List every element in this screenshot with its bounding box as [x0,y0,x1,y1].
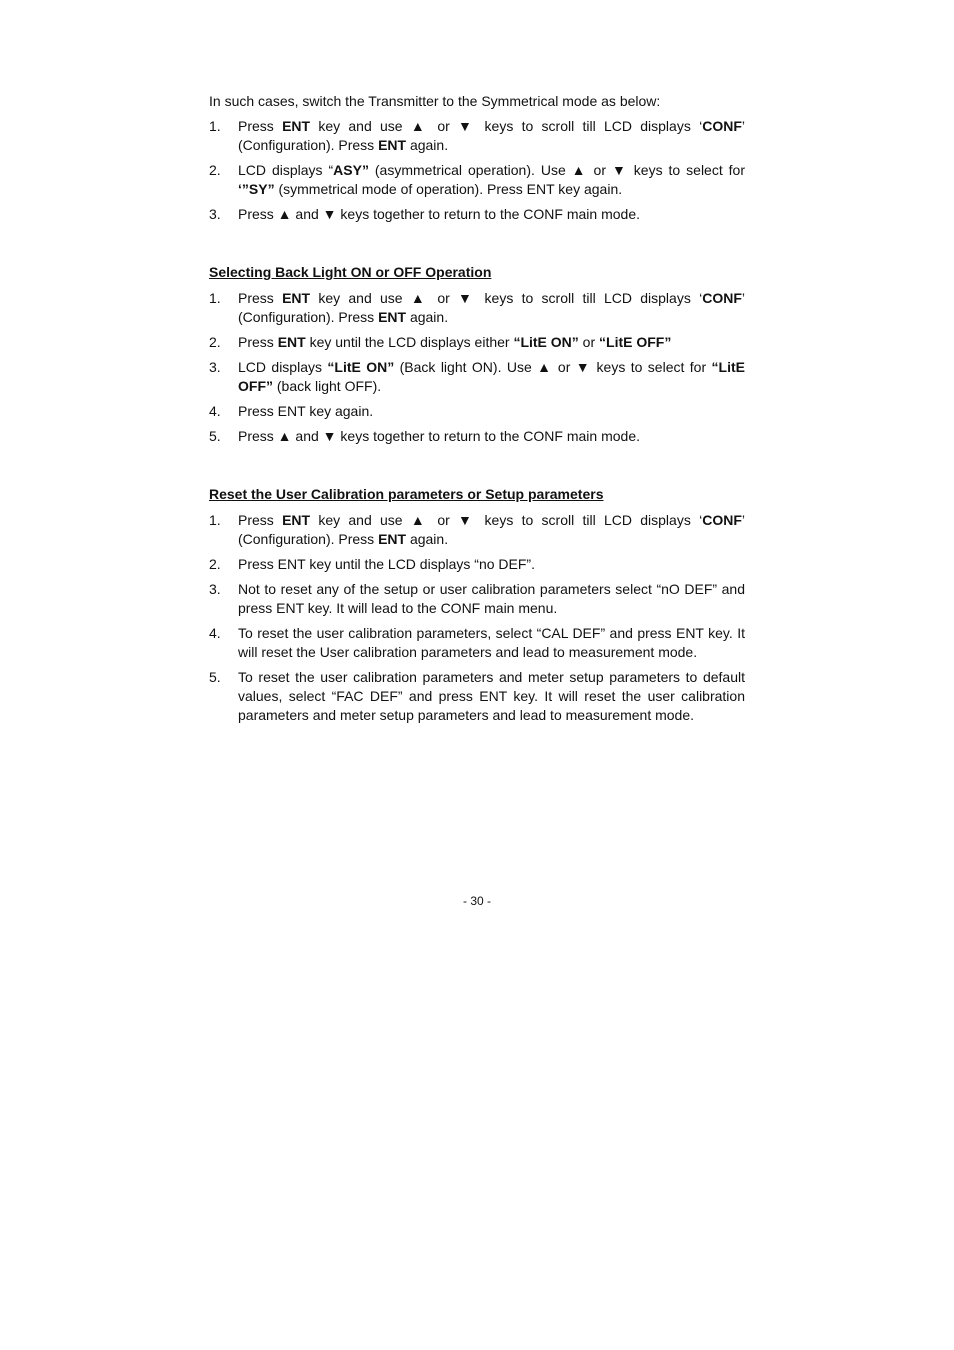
step-text [238,161,745,199]
step-number: 5. [209,669,221,685]
step-text [238,205,745,224]
bold-term: ENT [378,137,407,153]
step-text-run: To reset the user calibration parameters, select “CAL DEF” and press ENT key. It will reset the User calibration parameters and lead to measurement mode. [238,625,745,660]
list-item [209,289,745,327]
back-light-steps [209,289,745,446]
step-text [238,555,745,574]
list-item [209,555,745,574]
step-text-run: Press ▲ and ▼ keys together to return to the CONF main mode. [238,206,640,222]
step-text-run: (Back light ON). Use ▲ or ▼ keys to select for [394,359,712,375]
bold-term: ENT [282,118,311,134]
step-number: 5. [209,428,221,444]
list-item [209,427,745,446]
step-text [238,511,745,549]
bold-term: ENT [277,334,306,350]
step-text-run: key and use ▲ or ▼ keys to scroll till LCD displays ‘ [310,512,703,528]
bold-term: “LitE ON” [513,334,579,350]
list-item [209,161,745,199]
list-item [209,580,745,618]
step-text-run: LCD displays “ [238,162,334,178]
step-text-run: (back light OFF). [273,378,382,394]
reset-calibration-section [209,484,745,725]
list-item [209,117,745,155]
intro-text: In such cases, switch the Transmitter to the Symmetrical mode as below: [209,93,661,109]
step-text [238,580,745,618]
step-number: 4. [209,403,221,419]
symmetrical-mode-steps [209,117,745,224]
step-text-run: key until the LCD displays either [305,334,514,350]
step-text-run: Press [238,334,278,350]
list-item [209,333,745,352]
step-text-run: again. [406,137,449,153]
step-text-run: or [578,334,600,350]
step-text-run: Not to reset any of the setup or user calibration parameters select “nO DEF” and press ENT key. It will lead to the CONF main menu. [238,581,745,616]
bold-term: ‘”SY” [238,181,275,197]
step-number: 1. [209,118,221,134]
step-text [238,668,745,725]
bold-term: CONF [702,512,742,528]
step-text-run: (asymmetrical operation). Use ▲ or ▼ keys to select for [368,162,746,178]
page-content [209,91,745,731]
reset-steps [209,511,745,725]
bold-term: “LitE ON” [327,359,395,375]
step-text [238,624,745,662]
step-number: 3. [209,359,221,375]
section-heading-back-light: Selecting Back Light ON or OFF Operation [209,264,492,280]
step-number: 2. [209,334,221,350]
step-number: 3. [209,206,221,222]
step-text [238,358,745,396]
step-text-run: (symmetrical mode of operation). Press ENT key again. [274,181,623,197]
bold-term: “LitE OFF” [238,359,745,394]
step-text-run: again. [406,309,449,325]
step-text-run: key and use ▲ or ▼ keys to scroll till LCD displays ‘ [310,118,703,134]
bold-term: CONF [702,290,742,306]
bold-term: ENT [378,531,407,547]
bold-term: ASY” [333,162,369,178]
list-item [209,511,745,549]
bold-term: “LitE OFF” [599,334,672,350]
step-text-run: ’ (Configuration). Press [238,290,745,325]
step-number: 2. [209,162,221,178]
step-text-run: ’ (Configuration). Press [238,512,745,547]
step-text-run: ’ (Configuration). Press [238,118,745,153]
step-number: 4. [209,625,221,641]
step-text-run: LCD displays [238,359,328,375]
step-text-run: Press [238,512,283,528]
bold-term: ENT [282,290,311,306]
list-item [209,402,745,421]
bold-term: CONF [702,118,742,134]
step-text-run: Press ▲ and ▼ keys together to return to the CONF main mode. [238,428,640,444]
step-text [238,427,745,446]
list-item [209,668,745,725]
step-number: 3. [209,581,221,597]
back-light-section [209,262,745,446]
step-text-run: again. [406,531,449,547]
bold-term: ENT [378,309,407,325]
list-item [209,358,745,396]
step-number: 2. [209,556,221,572]
step-text-run: Press ENT key until the LCD displays “no DEF”. [238,556,535,572]
step-text-run: To reset the user calibration parameters and meter setup parameters to default values, select “FAC DEF” and press ENT key. It will reset the user calibration parameters and meter setup parameters and lead to measurement mode. [238,669,745,723]
step-text [238,333,745,352]
bold-term: ENT [282,512,311,528]
step-text [238,402,745,421]
list-item [209,624,745,662]
step-number: 1. [209,512,221,528]
page-number: - 30 - [462,894,491,908]
step-text-run: Press [238,118,283,134]
list-item [209,205,745,224]
step-text [238,117,745,155]
step-text-run: Press ENT key again. [238,403,374,419]
step-text [238,289,745,327]
section-heading-reset: Reset the User Calibration parameters or Setup parameters [209,486,604,502]
step-text-run: key and use ▲ or ▼ keys to scroll till LCD displays ‘ [310,290,703,306]
step-number: 1. [209,290,221,306]
step-text-run: Press [238,290,283,306]
